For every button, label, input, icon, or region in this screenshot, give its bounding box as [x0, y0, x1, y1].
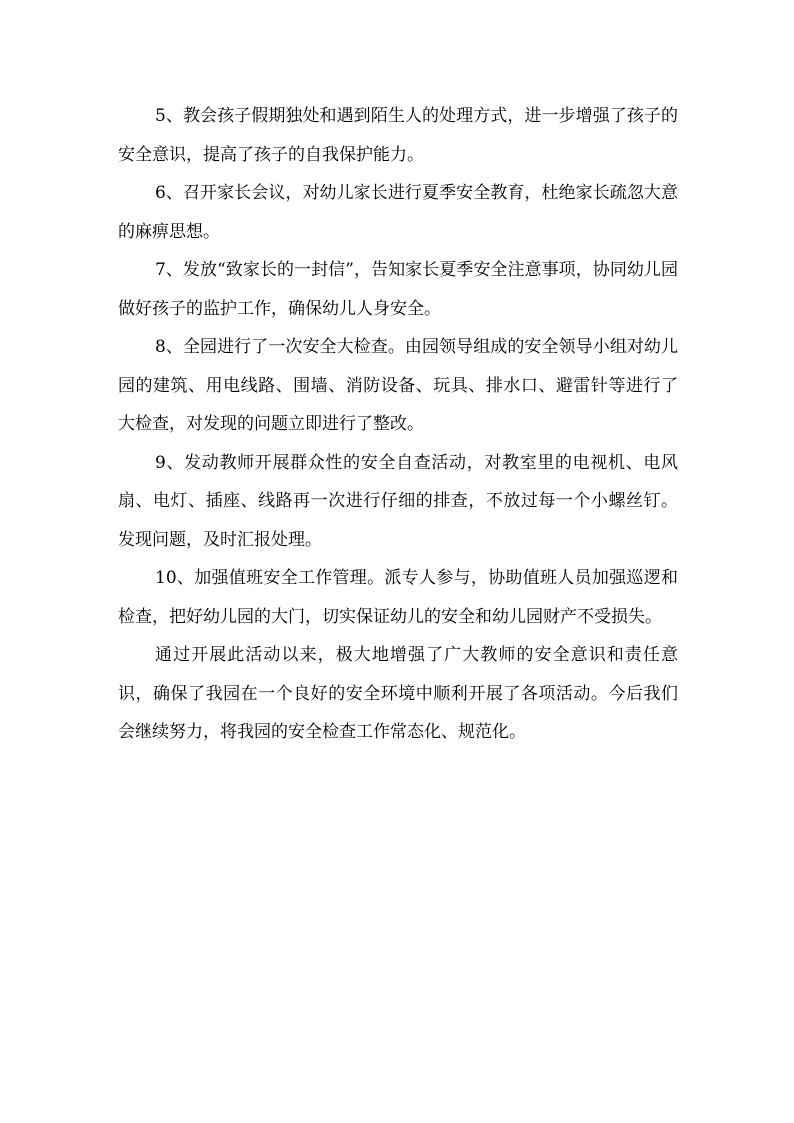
document-body [118, 97, 678, 752]
paragraph-conclusion: 通过开展此活动以来，极大地增强了广大教师的安全意识和责任意识，确保了我园在一个良好的安全环境中顺利开展了各项活动。今后我们会继续努力，将我园的安全检查工作常态化、规范化。 [118, 645, 678, 742]
paragraph-item-7: 7、发放“致家长的一封信”，告知家长夏季安全注意事项，协同幼儿园做好孩子的监护工作，确保幼儿人身安全。 [118, 260, 678, 319]
paragraph-item-6: 6、召开家长会议，对幼儿家长进行夏季安全教育，杜绝家长疏忽大意的麻痹思想。 [118, 183, 678, 242]
paragraph-item-5: 5、教会孩子假期独处和遇到陌生人的处理方式，进一步增强了孩子的安全意识，提高了孩子的自我保护能力。 [118, 106, 678, 165]
paragraph-item-9: 9、发动教师开展群众性的安全自查活动，对教室里的电视机、电风扇、电灯、插座、线路再一次进行仔细的排查，不放过每一个小螺丝钉。发现问题，及时汇报处理。 [118, 452, 678, 550]
paragraph-item-10: 10、加强值班安全工作管理。派专人参与，协助值班人员加强巡逻和检查，把好幼儿园的大门，切实保证幼儿的安全和幼儿园财产不受损失。 [118, 568, 678, 627]
paragraph-item-8: 8、全园进行了一次安全大检查。由园领导组成的安全领导小组对幼儿园的建筑、用电线路、围墙、消防设备、玩具、排水口、避雷针等进行了大检查，对发现的问题立即进行了整改。 [118, 337, 678, 434]
